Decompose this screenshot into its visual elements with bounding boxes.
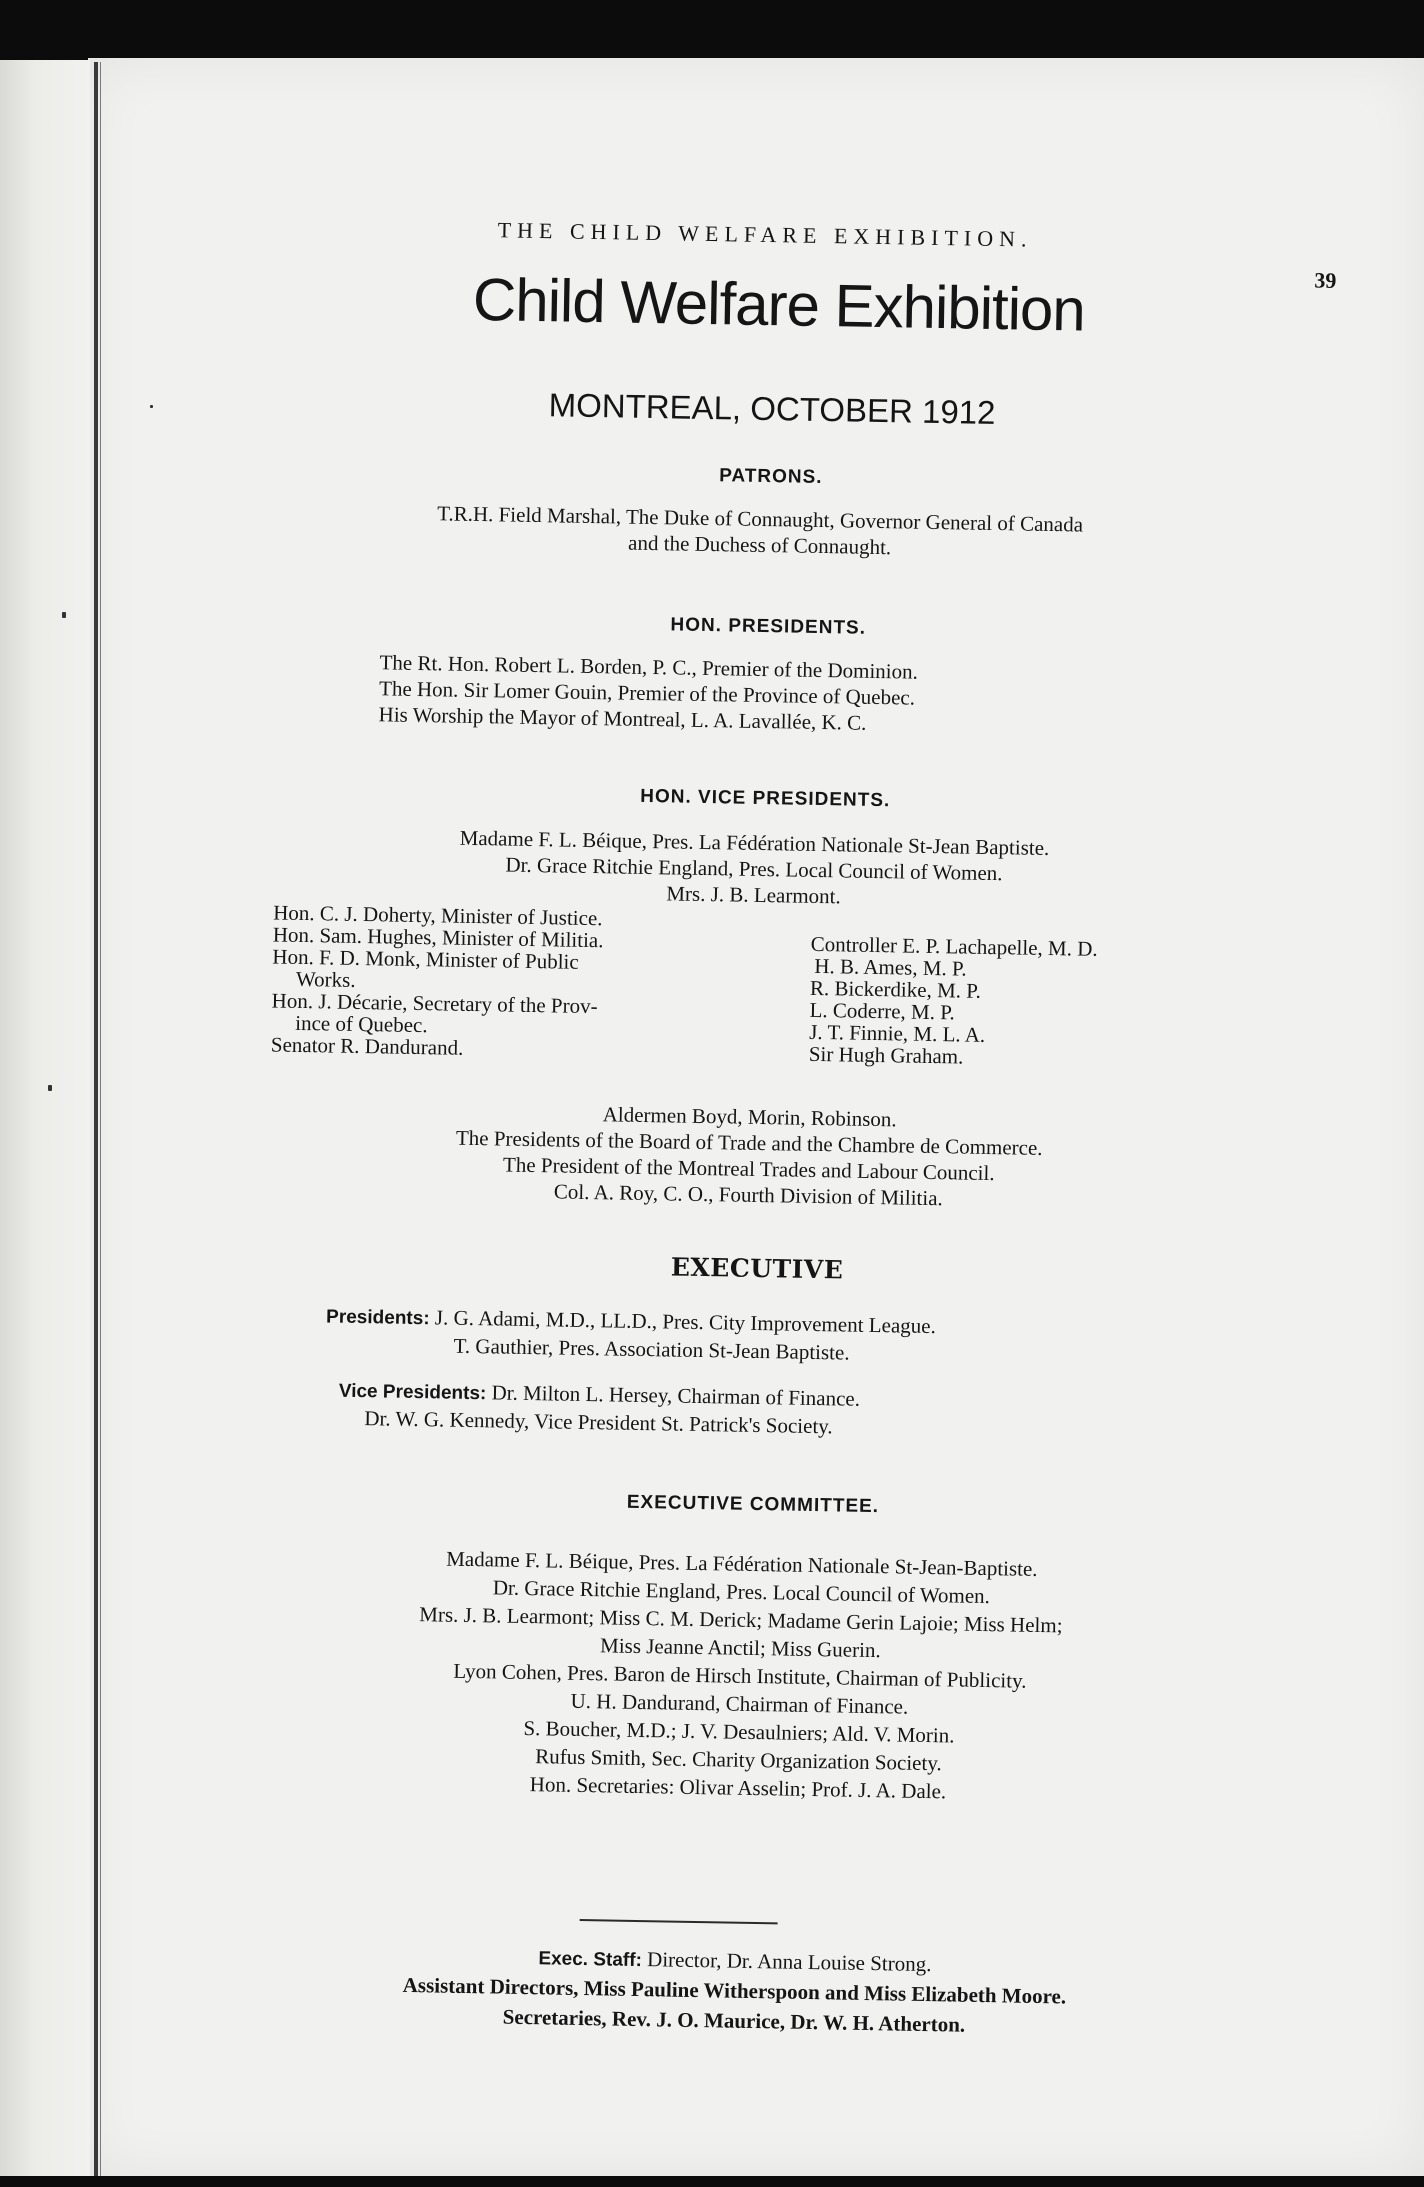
right-column-line: Sir Hugh Graham. <box>808 1041 964 1069</box>
right-column-line: H. B. Ames, M. P. <box>814 953 967 981</box>
committee-line: Lyon Cohen, Pres. Baron de Hirsch Institute, Chairman of Publicity. <box>453 1658 1027 1693</box>
hon-vice-closing-line: Col. A. Roy, C. O., Fourth Division of Militia. <box>553 1179 943 1211</box>
right-column-line: Controller E. P. Lachapelle, M. D. <box>810 931 1098 961</box>
committee-line: Hon. Secretaries: Olivar Asselin; Prof. J. A. Dale. <box>529 1772 947 1804</box>
hon-vice-right-column <box>809 933 1098 1070</box>
page-subtitle: MONTREAL, OCTOBER 1912 <box>548 386 996 432</box>
patrons-heading: PATRONS. <box>719 465 823 488</box>
committee-line: Dr. Grace Ritchie England, Pres. Local Council of Women. <box>492 1575 991 1609</box>
hon-vice-line: Mrs. J. B. Learmont. <box>666 881 841 909</box>
staff-label: Exec. Staff: <box>538 1948 643 1972</box>
committee-line: S. Boucher, M.D.; J. V. Desaulniers; Ald. V. Morin. <box>523 1715 955 1748</box>
presidents-first: J. G. Adami, M.D., LL.D., Pres. City Improvement League. <box>434 1305 937 1339</box>
left-column-line: ince of Quebec. <box>295 1010 428 1038</box>
vice-presidents-second: Dr. W. G. Kennedy, Vice President St. Patrick's Society. <box>364 1406 833 1439</box>
staff-second: Assistant Directors, Miss Pauline Witherspoon and Miss Elizabeth Moore. <box>402 1972 1067 2009</box>
left-column-line: Hon. C. J. Doherty, Minister of Justice. <box>272 900 603 931</box>
presidents-second: T. Gauthier, Pres. Association St-Jean Baptiste. <box>453 1333 850 1365</box>
hon-vice-closing-line: The Presidents of the Board of Trade and the Chambre de Commerce. <box>455 1125 1043 1160</box>
hon-presidents-heading: HON. PRESIDENTS. <box>670 614 867 639</box>
executive-committee-list <box>228 1541 1252 1811</box>
right-column-line: J. T. Finnie, M. L. A. <box>808 1019 986 1047</box>
patrons-line: T.R.H. Field Marshal, The Duke of Connaught, Governor General of Canada <box>436 501 1084 537</box>
hon-vice-left-column <box>271 901 604 1061</box>
left-column-line: Works. <box>295 966 356 992</box>
hon-vice-closing-line: Aldermen Boyd, Morin, Robinson. <box>602 1102 897 1132</box>
hon-vice-closing-line: The President of the Montreal Trades and Labour Council. <box>502 1152 995 1186</box>
vice-presidents-first: Dr. Milton L. Hersey, Chairman of Finance. <box>491 1380 861 1411</box>
committee-line: Madame F. L. Béique, Pres. La Fédération Nationale St-Jean-Baptiste. <box>446 1546 1038 1581</box>
committee-line: U. H. Dandurand, Chairman of Finance. <box>570 1688 909 1719</box>
left-column-line: Hon. Sam. Hughes, Minister of Militia. <box>272 922 604 953</box>
patrons-line: and the Duchess of Connaught. <box>627 530 892 560</box>
left-column-line: Senator R. Dandurand. <box>270 1032 464 1060</box>
hon-president-line: His Worship the Mayor of Montreal, L. A. Lavallée, K. C. <box>378 702 867 735</box>
left-column-line: Hon. F. D. Monk, Minister of Public <box>272 944 579 974</box>
vice-presidents-label: Vice Presidents: <box>338 1380 487 1405</box>
right-column-line: R. Bickerdike, M. P. <box>809 975 982 1003</box>
running-head: THE CHILD WELFARE EXHIBITION. <box>497 217 1033 252</box>
page-title: Child Welfare Exhibition <box>472 265 1086 344</box>
executive-committee-heading: EXECUTIVE COMMITTEE. <box>626 1491 880 1518</box>
page-number: 39 <box>1314 267 1337 293</box>
hon-vice-line: Dr. Grace Ritchie England, Pres. Local Council of Women. <box>505 852 1003 886</box>
executive-heading: EXECUTIVE <box>670 1252 844 1285</box>
committee-line: Rufus Smith, Sec. Charity Organization Society. <box>535 1744 942 1776</box>
staff-first: Director, Dr. Anna Louise Strong. <box>646 1947 932 1977</box>
staff-third: Secretaries, Rev. J. O. Maurice, Dr. W. H. Atherton. <box>502 2004 966 2037</box>
committee-line: Mrs. J. B. Learmont; Miss C. M. Derick; Madame Gerin Lajoie; Miss Helm; <box>419 1602 1063 1638</box>
hon-vice-presidents-heading: HON. VICE PRESIDENTS. <box>640 785 891 812</box>
hon-president-line: The Rt. Hon. Robert L. Borden, P. C., Premier of the Dominion. <box>379 650 919 684</box>
hon-president-line: The Hon. Sir Lomer Gouin, Premier of the Province of Quebec. <box>378 676 916 710</box>
hon-vice-line: Madame F. L. Béique, Pres. La Fédération Nationale St-Jean Baptiste. <box>459 825 1050 861</box>
committee-line: Miss Jeanne Anctil; Miss Guerin. <box>599 1633 881 1663</box>
section-divider <box>580 1919 778 1924</box>
presidents-label: Presidents: <box>325 1306 430 1330</box>
left-column-line: Hon. J. Décarie, Secretary of the Prov- <box>271 988 598 1019</box>
right-column-line: L. Coderre, M. P. <box>809 997 956 1025</box>
